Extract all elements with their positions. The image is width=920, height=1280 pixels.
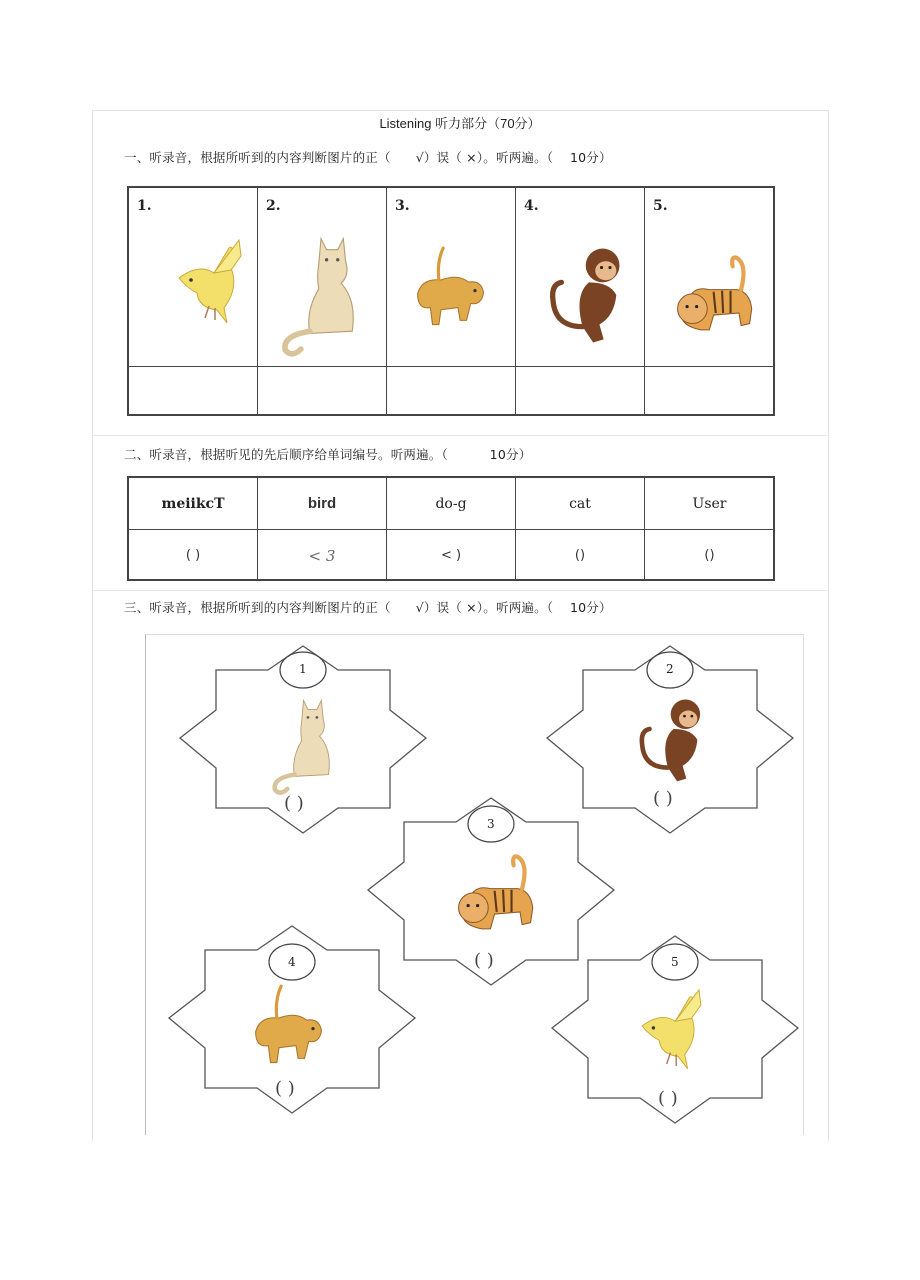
page-title: Listening 听力部分（70分） (379, 116, 541, 131)
tiger-icon (667, 236, 757, 356)
answer-bracket[interactable]: ( ) (658, 1088, 678, 1109)
answer-box[interactable] (645, 366, 774, 416)
item-number: 3. (395, 198, 410, 214)
word-cell: meiikcT (129, 478, 258, 529)
monkey-icon (534, 236, 629, 354)
order-answer[interactable]: < ) (387, 529, 516, 581)
item-number: 5 (671, 955, 679, 969)
item-number: 3 (487, 817, 495, 831)
answer-box[interactable] (258, 366, 387, 416)
order-answer[interactable]: () (645, 529, 774, 581)
item-number: 4. (524, 198, 539, 214)
word-cell: bird (258, 478, 387, 529)
answer-box[interactable] (129, 366, 258, 416)
dog-icon (407, 246, 492, 331)
answer-bracket[interactable]: ( ) (275, 1078, 295, 1099)
star-card-5 (550, 928, 800, 1128)
divider (92, 435, 827, 436)
answer-box[interactable] (387, 366, 516, 416)
item-number: 5. (653, 198, 668, 214)
answer-bracket[interactable]: ( ) (474, 950, 494, 971)
answer-bracket[interactable]: ( ) (653, 788, 673, 809)
word-cell: do-g (387, 478, 516, 529)
star-card-4 (167, 918, 417, 1118)
item-number: 2. (266, 198, 281, 214)
monkey-icon (617, 694, 717, 786)
order-answer[interactable]: () (516, 529, 645, 581)
item-number: 1. (137, 198, 152, 214)
section2-table (127, 476, 775, 581)
tiger-icon (448, 850, 538, 940)
cat-icon (256, 696, 351, 796)
section1-instruction: 一、听录音，根据所听到的内容判断图片的正（ √）误（ ×）。听两遍。（ 10分） (124, 150, 612, 165)
cat-icon (276, 233, 366, 358)
word-cell: User (692, 495, 727, 512)
item-number: 1 (299, 662, 307, 676)
bird-icon (628, 988, 713, 1083)
section1-cell (645, 188, 774, 366)
order-answer[interactable]: ( ) (129, 529, 258, 581)
section1-cell (387, 188, 516, 366)
section1-cell (258, 188, 387, 366)
word-cell: cat (516, 478, 645, 529)
section2-instruction: 二、听录音，根据听见的先后顺序给单词编号。听两遍。（ 10分） (124, 447, 532, 462)
order-answer[interactable]: < 3 (258, 529, 387, 581)
answer-box[interactable] (516, 366, 645, 416)
bird-icon (169, 228, 249, 348)
section3-instruction: 三、听录音，根据所听到的内容判断图片的正（ √）误（ ×）。听两遍。（ 10分） (124, 600, 612, 615)
item-number: 2 (666, 662, 674, 676)
dog-icon (245, 984, 330, 1069)
section1-cell (516, 188, 645, 366)
item-number: 4 (288, 955, 296, 969)
section1-table (127, 186, 775, 416)
divider (92, 590, 827, 591)
answer-bracket[interactable]: ( ) (284, 793, 304, 814)
section1-cell (129, 188, 258, 366)
